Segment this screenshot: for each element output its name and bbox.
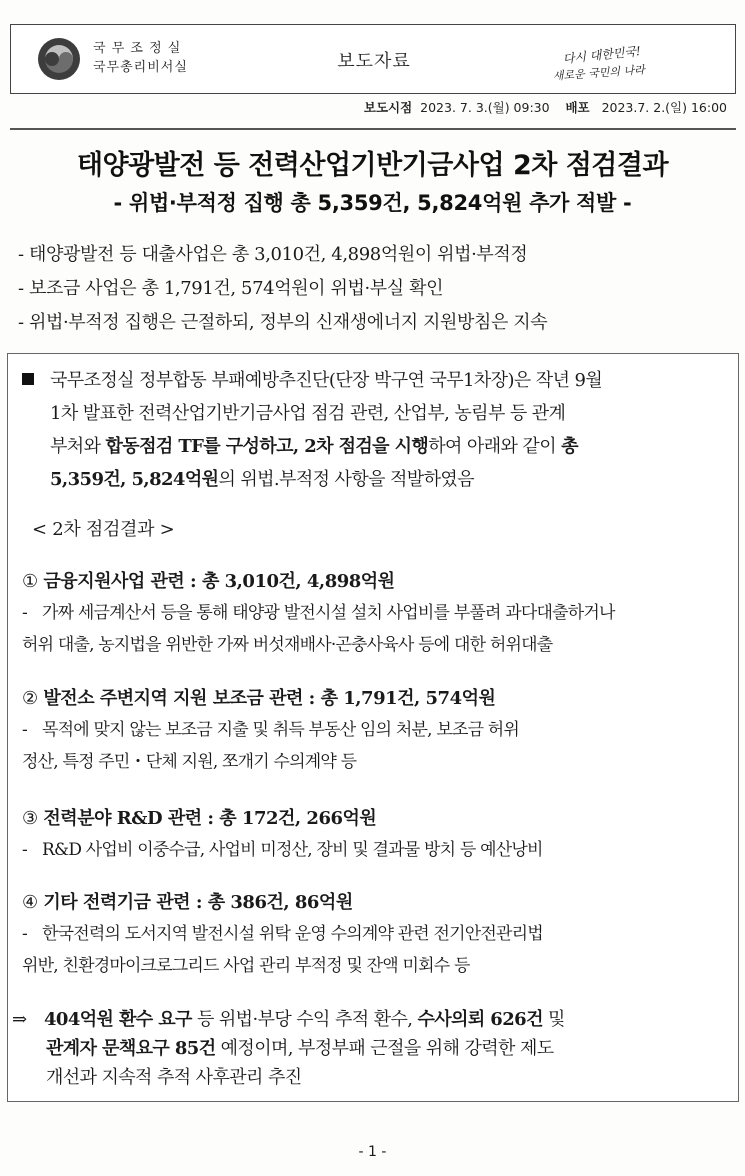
main-title: 태양광발전 등 전력산업기반기금사업 2차 점검결과 xyxy=(76,150,669,181)
page-number: - 1 - xyxy=(358,1144,387,1160)
summary-item: - 보조금 사업은 총 1,791건, 574억원이 위법·부실 확인 xyxy=(18,278,444,299)
subtitle: - 위법·부적정 집행 총 5,359건, 5,824억원 추가 적발 - xyxy=(113,191,632,215)
summary-item: - 태양광발전 등 대출사업은 총 3,010건, 4,898억원이 위법·부적정 xyxy=(18,244,528,265)
result-item-finance: ① 금융지원사업 관련 : 총 3,010건, 4,898억원 - 가짜 세금계산서 등을 통해 태양광 발전시설 설치 사업비를 부풀려 과다대출하거나 허위 대출, 농지법을 위반한 가짜 버섯재배사·곤충사육사 등에 대한 허위대출 xyxy=(22,571,615,655)
svg-text:다시 대한민국!: 다시 대한민국! xyxy=(562,43,642,67)
conclusion-paragraph: ⇒ 404억원 환수 요구 등 위법·부당 수익 추적 환수, 수사의뢰 626건 및 관계자 문책요구 85건 예정이며, 부정부패 근절을 위해 강력한 제도 개선과 지속적 추적 사후관리 추진 xyxy=(12,1005,734,1092)
header-divider xyxy=(10,128,736,130)
intro-paragraph: 국무조정실 정부합동 부패예방추진단(단장 박구연 국무1차장)은 작년 9월 1차 발표한 전력산업기반기금사업 점검 관련, 산업부, 농림부 등 관계 부처와 합동점검 TF를 구성하고, 2차 점검을 시행하여 아래와 같이 총 5,359건, 5,824억원의 위법.부적정 사항을 적발하였음 xyxy=(22,364,728,496)
org-name-secondary: 국무총리비서실 xyxy=(93,60,188,75)
result-item-rnd: ③ 전력분야 R&D 관련 : 총 172건, 266억원 - R&D 사업비 이중수급, 사업비 미정산, 장비 및 결과물 방치 등 예산낭비 xyxy=(22,808,543,860)
results-box xyxy=(7,353,739,1102)
release-label: 보도시점 xyxy=(363,100,413,115)
release-dates xyxy=(364,98,727,116)
release-value: 2023. 7. 3.(월) 09:30 xyxy=(420,100,550,115)
square-bullet-icon xyxy=(22,373,34,385)
org-name-primary: 국 무 조 정 실 xyxy=(93,41,182,56)
summary-list xyxy=(18,238,728,340)
result-item-subsidy: ② 발전소 주변지역 지원 보조금 관련 : 총 1,791건, 574억원 - 목적에 맞지 않는 보조금 지출 및 취득 부동산 임의 처분, 보조금 허위 정산, 특정 주민・단체 지원, 쪼개기 수의계약 등 xyxy=(22,688,520,772)
section-heading: < 2차 점검결과 > xyxy=(32,519,175,540)
distribute-label: 배포 xyxy=(565,100,590,115)
doc-type-label: 보도자료 xyxy=(337,51,411,72)
arrow-icon: ⇒ xyxy=(12,1009,27,1030)
summary-item: - 위법·부적정 집행은 근절하되, 정부의 신재생에너지 지원방침은 지속 xyxy=(18,312,548,333)
distribute-value: 2023.7. 2.(일) 16:00 xyxy=(601,100,727,115)
header-box xyxy=(10,24,736,94)
svg-text:새로운 국민의 나라: 새로운 국민의 나라 xyxy=(552,63,646,83)
result-item-other: ④ 기타 전력기금 관련 : 총 386건, 86억원 - 한국전력의 도서지역 발전시설 위탁 운영 수의계약 관련 전기안전관리법 위반, 친환경마이크로그리드 사업 관리 부적정 및 잔액 미회수 등 xyxy=(22,892,543,976)
slogan-handwriting xyxy=(551,39,691,83)
